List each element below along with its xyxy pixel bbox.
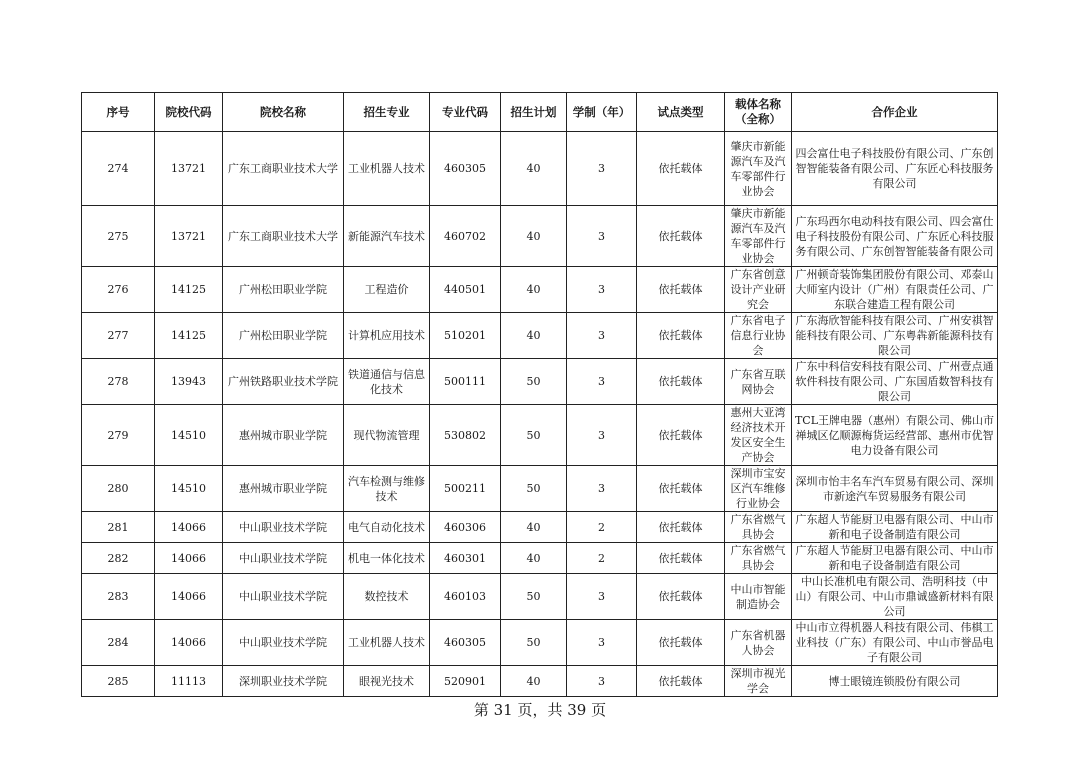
table-cell: 500211 xyxy=(430,466,501,512)
table-cell: 460103 xyxy=(430,574,501,620)
table-cell: 依托载体 xyxy=(637,666,725,697)
table-cell: 2 xyxy=(567,512,637,543)
table-cell: 广东超人节能厨卫电器有限公司、中山市新和电子设备制造有限公司 xyxy=(792,512,998,543)
table-cell: 3 xyxy=(567,466,637,512)
table-body xyxy=(82,132,998,697)
column-header: 试点类型 xyxy=(637,93,725,132)
table-cell: 14066 xyxy=(155,512,223,543)
table-cell: 广东省燃气具协会 xyxy=(725,543,792,574)
table-cell: 广东超人节能厨卫电器有限公司、中山市新和电子设备制造有限公司 xyxy=(792,543,998,574)
table-row xyxy=(82,132,998,206)
table-row xyxy=(82,512,998,543)
table-cell: 广州松田职业学院 xyxy=(223,267,344,313)
table-cell: 电气自动化技术 xyxy=(344,512,430,543)
table-cell: 40 xyxy=(501,543,567,574)
table-cell: 520901 xyxy=(430,666,501,697)
table-cell: 广东玛西尔电动科技有限公司、四会富仕电子科技股份有限公司、广东匠心科技服务有限公司、广东创智智能装备有限公司 xyxy=(792,206,998,267)
table-cell: 281 xyxy=(82,512,155,543)
table-cell: 肇庆市新能源汽车及汽车零部件行业协会 xyxy=(725,132,792,206)
table-cell: 依托载体 xyxy=(637,405,725,466)
table-cell: 280 xyxy=(82,466,155,512)
table-cell: 40 xyxy=(501,512,567,543)
table-cell: 广东海欣智能科技有限公司、广州安祺智能科技有限公司、广东粤犇新能源科技有限公司 xyxy=(792,313,998,359)
table-cell: 四会富仕电子科技股份有限公司、广东创智智能装备有限公司、广东匠心科技服务有限公司 xyxy=(792,132,998,206)
table-cell: 依托载体 xyxy=(637,267,725,313)
table-cell: 3 xyxy=(567,132,637,206)
column-header: 院校代码 xyxy=(155,93,223,132)
table-cell: 广州松田职业学院 xyxy=(223,313,344,359)
table-cell: 惠州城市职业学院 xyxy=(223,405,344,466)
table-cell: 中山职业技术学院 xyxy=(223,512,344,543)
table-cell: 530802 xyxy=(430,405,501,466)
table-cell: 13721 xyxy=(155,206,223,267)
table-cell: TCL王牌电器（惠州）有限公司、佛山市禅城区亿顺源梅货运经营部、惠州市优智电力设备有限公司 xyxy=(792,405,998,466)
table-cell: 深圳职业技术学院 xyxy=(223,666,344,697)
table-cell: 277 xyxy=(82,313,155,359)
table-cell: 14125 xyxy=(155,267,223,313)
table-cell: 460305 xyxy=(430,620,501,666)
table-cell: 14066 xyxy=(155,620,223,666)
table-cell: 3 xyxy=(567,620,637,666)
table-row xyxy=(82,359,998,405)
table-cell: 2 xyxy=(567,543,637,574)
table-cell: 广东工商职业技术大学 xyxy=(223,132,344,206)
table-cell: 依托载体 xyxy=(637,543,725,574)
table-cell: 中山市立得机器人科技有限公司、伟棋工业科技（广东）有限公司、中山市誉品电子有限公司 xyxy=(792,620,998,666)
table-cell: 广东工商职业技术大学 xyxy=(223,206,344,267)
table-cell: 40 xyxy=(501,267,567,313)
table-cell: 眼视光技术 xyxy=(344,666,430,697)
table-cell: 275 xyxy=(82,206,155,267)
table-row xyxy=(82,574,998,620)
table-cell: 14066 xyxy=(155,574,223,620)
table-cell: 广东省燃气具协会 xyxy=(725,512,792,543)
table-cell: 11113 xyxy=(155,666,223,697)
table-cell: 博士眼镜连锁股份有限公司 xyxy=(792,666,998,697)
table-cell: 440501 xyxy=(430,267,501,313)
table-cell: 广东中科信安科技有限公司、广州壹点通软件科技有限公司、广东国盾数智科技有限公司 xyxy=(792,359,998,405)
table-cell: 工程造价 xyxy=(344,267,430,313)
table-row xyxy=(82,620,998,666)
table-cell: 500111 xyxy=(430,359,501,405)
table-row xyxy=(82,206,998,267)
table-row xyxy=(82,666,998,697)
table-cell: 50 xyxy=(501,359,567,405)
table-cell: 中山市智能制造协会 xyxy=(725,574,792,620)
table-cell: 计算机应用技术 xyxy=(344,313,430,359)
column-header: 载体名称（全称） xyxy=(725,93,792,132)
table-cell: 510201 xyxy=(430,313,501,359)
column-header: 招生计划 xyxy=(501,93,567,132)
table-cell: 284 xyxy=(82,620,155,666)
table-cell: 50 xyxy=(501,620,567,666)
table-cell: 460301 xyxy=(430,543,501,574)
column-header: 学制（年） xyxy=(567,93,637,132)
table-cell: 铁道通信与信息化技术 xyxy=(344,359,430,405)
table-cell: 依托载体 xyxy=(637,359,725,405)
table-row xyxy=(82,405,998,466)
table-cell: 广州铁路职业技术学院 xyxy=(223,359,344,405)
table-cell: 40 xyxy=(501,666,567,697)
table-row xyxy=(82,267,998,313)
table-cell: 依托载体 xyxy=(637,574,725,620)
table-cell: 新能源汽车技术 xyxy=(344,206,430,267)
table-cell: 14066 xyxy=(155,543,223,574)
table-cell: 依托载体 xyxy=(637,620,725,666)
table-cell: 278 xyxy=(82,359,155,405)
table-cell: 依托载体 xyxy=(637,132,725,206)
table-cell: 现代物流管理 xyxy=(344,405,430,466)
table-cell: 3 xyxy=(567,359,637,405)
table-cell: 广东省创意设计产业研究会 xyxy=(725,267,792,313)
table-cell: 深圳市宝安区汽车维修行业协会 xyxy=(725,466,792,512)
table-cell: 广东省互联网协会 xyxy=(725,359,792,405)
table-cell: 广州顿奇装饰集团股份有限公司、邓泰山大师室内设计（广州）有限责任公司、广东联合建造工程有限公司 xyxy=(792,267,998,313)
column-header: 招生专业 xyxy=(344,93,430,132)
table-cell: 深圳市怡丰名车汽车贸易有限公司、深圳市新途汽车贸易服务有限公司 xyxy=(792,466,998,512)
table-cell: 3 xyxy=(567,666,637,697)
column-header: 合作企业 xyxy=(792,93,998,132)
table-cell: 依托载体 xyxy=(637,466,725,512)
table-cell: 276 xyxy=(82,267,155,313)
column-header: 专业代码 xyxy=(430,93,501,132)
table-cell: 283 xyxy=(82,574,155,620)
table-cell: 40 xyxy=(501,313,567,359)
cooperation-table xyxy=(81,92,998,697)
table-cell: 惠州城市职业学院 xyxy=(223,466,344,512)
table-cell: 460702 xyxy=(430,206,501,267)
column-header: 序号 xyxy=(82,93,155,132)
table-cell: 依托载体 xyxy=(637,313,725,359)
table-cell: 14510 xyxy=(155,405,223,466)
table-cell: 3 xyxy=(567,574,637,620)
table-cell: 3 xyxy=(567,313,637,359)
table-cell: 14125 xyxy=(155,313,223,359)
table-cell: 50 xyxy=(501,466,567,512)
table-cell: 285 xyxy=(82,666,155,697)
table-cell: 依托载体 xyxy=(637,512,725,543)
table-cell: 中山职业技术学院 xyxy=(223,543,344,574)
table-cell: 279 xyxy=(82,405,155,466)
table-cell: 数控技术 xyxy=(344,574,430,620)
table-cell: 3 xyxy=(567,267,637,313)
table-cell: 3 xyxy=(567,405,637,466)
table-cell: 40 xyxy=(501,206,567,267)
table-cell: 惠州大亚湾经济技术开发区安全生产协会 xyxy=(725,405,792,466)
table-cell: 机电一体化技术 xyxy=(344,543,430,574)
table-row xyxy=(82,543,998,574)
column-header: 院校名称 xyxy=(223,93,344,132)
table-cell: 深圳市视光学会 xyxy=(725,666,792,697)
table-cell: 广东省电子信息行业协会 xyxy=(725,313,792,359)
table-cell: 中山职业技术学院 xyxy=(223,574,344,620)
table-cell: 14510 xyxy=(155,466,223,512)
table-cell: 工业机器人技术 xyxy=(344,620,430,666)
table-cell: 广东省机器人协会 xyxy=(725,620,792,666)
table-cell: 282 xyxy=(82,543,155,574)
table-cell: 13943 xyxy=(155,359,223,405)
table-cell: 依托载体 xyxy=(637,206,725,267)
table-cell: 中山职业技术学院 xyxy=(223,620,344,666)
table-cell: 50 xyxy=(501,574,567,620)
table-cell: 50 xyxy=(501,405,567,466)
table-cell: 274 xyxy=(82,132,155,206)
table-cell: 460306 xyxy=(430,512,501,543)
table-cell: 工业机器人技术 xyxy=(344,132,430,206)
table-cell: 中山长准机电有限公司、浩明科技（中山）有限公司、中山市鼎诚盛新材料有限公司 xyxy=(792,574,998,620)
table-cell: 13721 xyxy=(155,132,223,206)
table-header-row xyxy=(82,93,998,132)
page-number: 第 31 页，共 39 页 xyxy=(473,701,607,719)
table-cell: 460305 xyxy=(430,132,501,206)
table-row xyxy=(82,466,998,512)
table-cell: 3 xyxy=(567,206,637,267)
table-row xyxy=(82,313,998,359)
table-cell: 肇庆市新能源汽车及汽车零部件行业协会 xyxy=(725,206,792,267)
table-cell: 汽车检测与维修技术 xyxy=(344,466,430,512)
table-cell: 40 xyxy=(501,132,567,206)
